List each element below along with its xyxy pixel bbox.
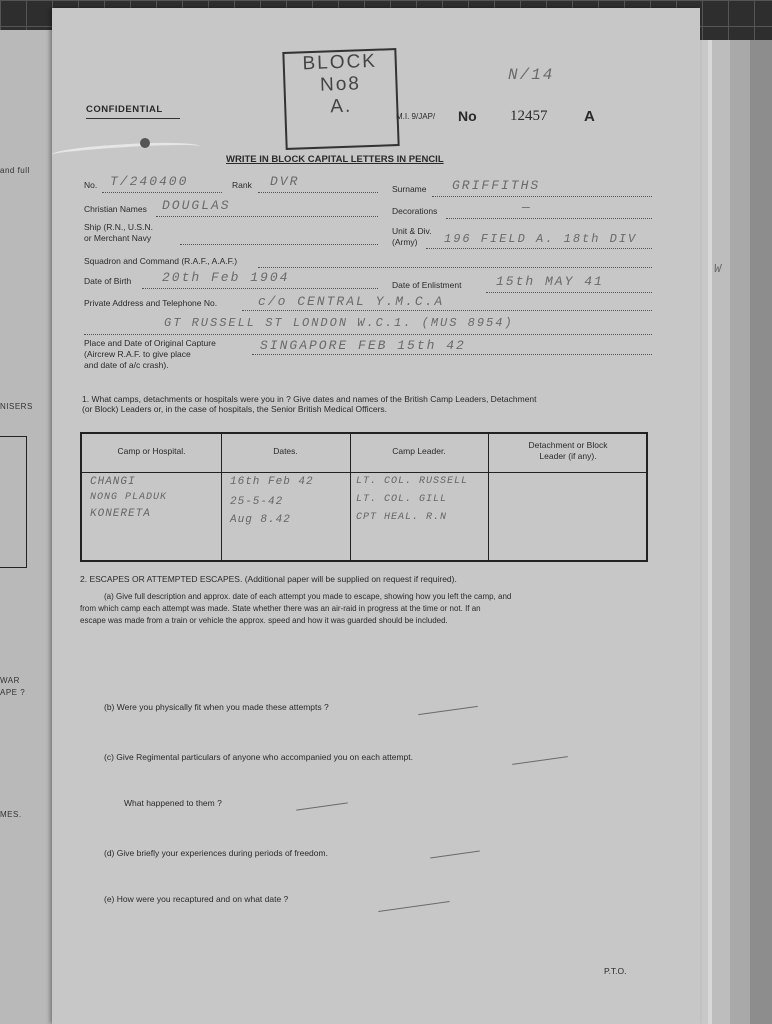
surname-value: GRIFFITHS — [452, 178, 541, 193]
block-stamp — [282, 48, 399, 150]
table-header: Leader (if any). — [539, 451, 597, 461]
capture-value: SINGAPORE FEB 15th 42 — [260, 338, 466, 353]
table-row-camp: KONERETA — [90, 508, 151, 520]
field-label: Private Address and Telephone No. — [84, 298, 218, 308]
back-page-label: and full — [0, 166, 30, 175]
service-number-value: T/240400 — [110, 174, 189, 189]
handwritten-dash — [378, 901, 449, 912]
question-text: (or Block) Leaders or, in the case of hospitals, the Senior British Medical Officers. — [82, 404, 388, 414]
decorations-value: — — [522, 200, 532, 215]
field-label: and date of a/c crash). — [84, 360, 169, 370]
number-label: No — [458, 108, 477, 124]
field-label: Unit & Div. — [392, 226, 432, 236]
table-row-date: 16th Feb 42 — [230, 476, 314, 488]
field-label: Ship (R.N., U.S.N. — [84, 222, 153, 232]
handwritten-dash — [418, 706, 478, 715]
date-of-birth-value: 20th Feb 1904 — [162, 270, 290, 285]
question-text: What happened to them ? — [124, 798, 222, 808]
field-label: Date of Enlistment — [392, 280, 462, 290]
reference-code: M.I. 9/JAP/ — [396, 112, 436, 121]
table-row-camp: NONG PLADUK — [90, 492, 168, 503]
form-suffix: A — [584, 108, 595, 125]
table-row-camp: CHANGI — [90, 476, 136, 488]
question-text: (b) Were you physically fit when you made these attempts ? — [104, 702, 329, 712]
question-text: (e) How were you recaptured and on what date ? — [104, 894, 289, 904]
question-text: (d) Give briefly your experiences during periods of freedom. — [104, 848, 328, 858]
back-page-label: NISERS — [0, 402, 33, 411]
edge-handwriting: W — [714, 262, 724, 276]
address-value: GT RUSSELL ST LONDON W.C.1. (MUS 8954) — [164, 316, 514, 330]
field-label: Squadron and Command (R.A.F., A.A.F.) — [84, 256, 238, 266]
question-text: from which camp each attempt was made. State whether there was an air-raid in progress at the time or not. If an — [80, 604, 481, 613]
table-row-leader: CPT HEAL. R.N — [356, 512, 448, 523]
question-text: 1. What camps, detachments or hospitals were you in ? Give dates and names of the British Camp Leaders, Detachment — [82, 394, 537, 404]
camps-table — [80, 432, 648, 562]
table-row-leader: LT. COL. GILL — [356, 494, 448, 505]
field-label: (Aircrew R.A.F. to give place — [84, 349, 191, 359]
back-page-box — [0, 436, 27, 568]
instruction-heading: WRITE IN BLOCK CAPITAL LETTERS IN PENCIL — [226, 154, 444, 165]
pto-label: P.T.O. — [604, 966, 627, 976]
enlistment-date-value: 15th MAY 41 — [496, 274, 604, 289]
back-page-label: APE ? — [0, 688, 26, 697]
question-text: (c) Give Regimental particulars of anyone who accompanied you on each attempt. — [104, 752, 413, 762]
field-label: Rank — [232, 180, 252, 190]
document-page — [52, 8, 700, 1024]
field-label: Decorations — [392, 206, 438, 216]
handwritten-dash — [296, 802, 348, 810]
back-page-label: MES. — [0, 810, 22, 819]
handwritten-dash — [512, 756, 568, 765]
handwritten-dash — [430, 851, 480, 859]
underlying-page — [0, 30, 60, 1024]
field-label: Date of Birth — [84, 276, 132, 286]
rank-value: DVR — [270, 174, 300, 189]
field-label: No. — [84, 180, 98, 190]
table-header: Detachment or Block — [528, 440, 608, 450]
stamp-line: BLOCK — [302, 50, 378, 75]
back-page-label: WAR — [0, 676, 20, 685]
table-row-leader: LT. COL. RUSSELL — [356, 476, 469, 487]
christian-names-value: DOUGLAS — [162, 198, 231, 213]
question-heading: 2. ESCAPES OR ATTEMPTED ESCAPES. (Additional paper will be supplied on request if required). — [80, 574, 457, 584]
field-label: Place and Date of Original Capture — [84, 338, 216, 348]
table-row-date: Aug 8.42 — [230, 514, 291, 526]
table-header: Camp Leader. — [392, 446, 446, 456]
tag-string — [52, 139, 201, 162]
stamp-line: A. — [329, 95, 353, 118]
table-header: Camp or Hospital. — [117, 446, 186, 456]
table-row-date: 25-5-42 — [230, 496, 284, 508]
question-text: escape was made from a train or vehicle the approx. speed and how it was guarded should be included. — [80, 616, 448, 625]
form-number: 12457 — [510, 108, 548, 124]
paper-stack-edge — [690, 40, 772, 1024]
table-header: Dates. — [273, 446, 298, 456]
field-label: or Merchant Navy — [84, 233, 152, 243]
field-label: Surname — [392, 184, 427, 194]
punch-hole — [140, 138, 150, 148]
unit-value: 196 FIELD A. 18th DIV — [444, 232, 638, 246]
field-label: (Army) — [392, 237, 418, 247]
question-text: (a) Give full description and approx. date of each attempt you made to escape, showing how you left the camp, and — [104, 592, 512, 601]
field-label: Christian Names — [84, 204, 147, 214]
confidential-label: CONFIDENTIAL — [86, 104, 163, 115]
stamp-line: No8 — [319, 73, 362, 96]
corner-handwriting: N/14 — [508, 66, 555, 84]
address-value: c/o CENTRAL Y.M.C.A — [258, 294, 445, 309]
